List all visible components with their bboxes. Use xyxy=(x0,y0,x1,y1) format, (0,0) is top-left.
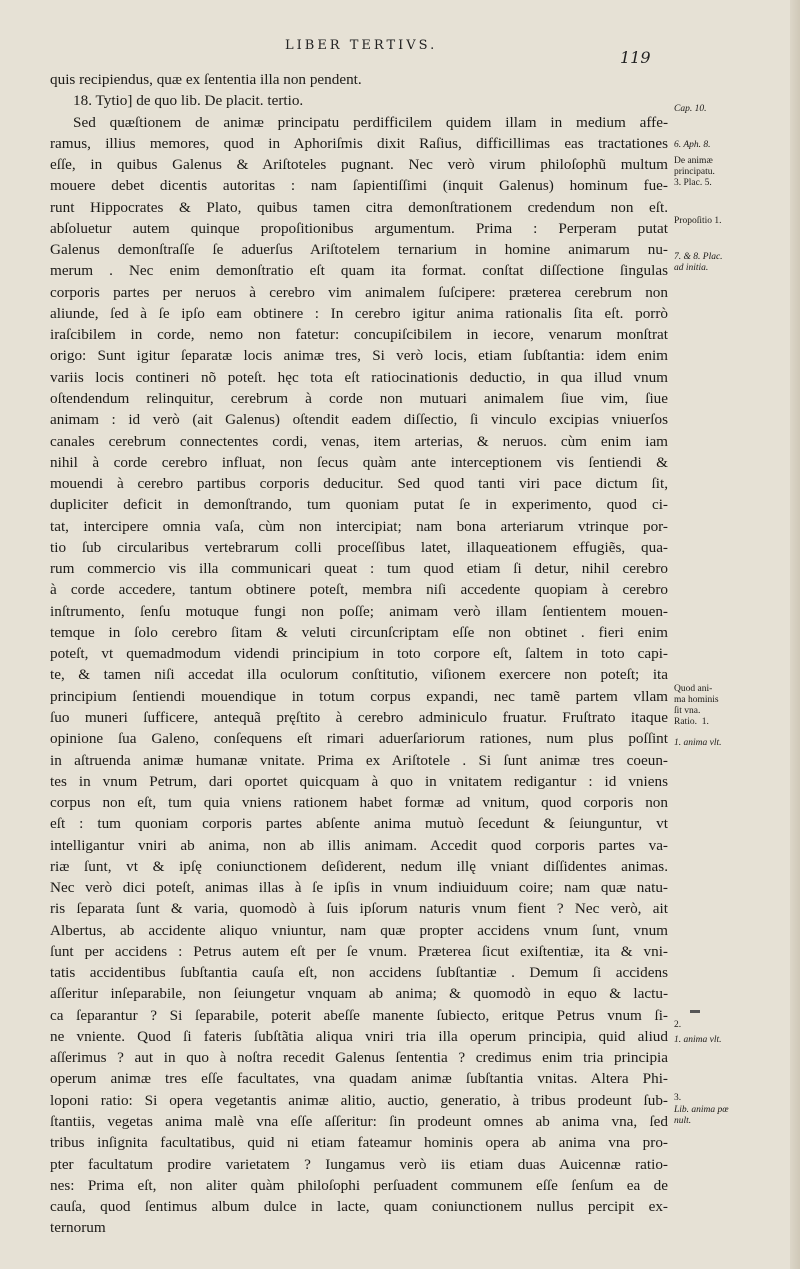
running-head: LIBER TERTIVS. xyxy=(285,38,438,53)
text-line: mouere debet dicentis autoritas : nam ſapientiſſimi (inquit Galenus) hominum fue- xyxy=(50,177,668,195)
text-line: quis recipiendus, quæ ex ſententia illa non pendent. xyxy=(50,71,362,88)
text-line: abſoluetur autem quinque propoſitionibus argumentum. Prima : Perperam putat xyxy=(50,219,668,237)
marginal-note: De animæ principatu. 3. Plac. 5. xyxy=(674,156,715,188)
text-line: corpus non eſt, tum quia vniens rationem habet formæ ad vnitum, quod corporis non xyxy=(50,794,668,812)
marginal-note: Cap. 10. xyxy=(674,104,707,114)
text-line: tio ſub circularibus vertebrarum colli proceſſibus latet, illaqueationem effugiẽs, qua- xyxy=(50,538,668,556)
text-line: iraſcibilem in corde, nemo non fatetur: concupiſcibilem in iecore, venarum monſtrat xyxy=(50,326,668,344)
marginal-note: 1. anima vlt. xyxy=(674,738,722,748)
text-line: ſtantiis, vegetas anima malè vna eſſe aſſeritur: ſin prodeunt omnes ab anima vna, ſed xyxy=(50,1113,668,1131)
text-line: in aſtruenda animæ humanæ vnitate. Prima ex Ariſtotele . Si ſunt animæ tres coeun- xyxy=(50,751,668,769)
text-line: ris ſeparata ſunt & varia, quomodò à ſuis ipſorum naturis vnum fient ? Nec verò, ait xyxy=(50,900,668,918)
text-line: mouendi à cerebro partibus corporis deducitur. Sed quod tanti viri pace dictum ſit, xyxy=(50,475,668,493)
text-line: origo: Sunt igitur ſeparatæ locis animæ tres, Si verò locis, etiam ſubſtantia: idem enim xyxy=(50,347,668,365)
text-line: à corde accedere, tantum obtinere poteſt, membra niſi accedente quopiam à cerebro xyxy=(50,581,668,599)
margin-dash-mark xyxy=(690,1010,700,1013)
marginal-note: 7. & 8. Plac. ad initia. xyxy=(674,252,723,273)
text-line: eſt : tum quoniam corporis partes abſente anima mutuò ſecedunt & ſeiunguntur, vt xyxy=(50,815,668,833)
text-line: loponi ratio: Si opera vegetantis animæ alitio, auctio, generatio, à tribus prodeunt ſub- xyxy=(50,1091,668,1109)
text-line: tatis accidentibus ſubſtantia cauſa eſt, non accidens ſubſtantiæ . Demum ſi accidens xyxy=(50,964,668,982)
text-line: corporis partes per neruos à cerebro vim animalem ſuſcipere: præterea cerebrum non xyxy=(50,283,668,301)
text-line: canales cerebrum connectentes cordi, venas, item arterias, & neruos. cùm enim iam xyxy=(50,432,668,450)
text-line: temque in ſolo cerebro ſitam & veluti circunſcriptam eſſe non obtinet . fieri enim xyxy=(50,623,668,641)
marginal-note: 6. Aph. 8. xyxy=(674,140,711,150)
text-line: aſſerimus ? aut in quo à noſtra recedit Galenus ſententia ? credimus enim tria principia xyxy=(50,1049,668,1067)
marginal-note: Propoſitio 1. xyxy=(674,216,722,226)
text-line: operum animæ tres eſſe facultates, vna quadam animæ ſubſtantia vnitas. Altera Phi- xyxy=(50,1070,668,1088)
marginal-note: Quod ani- ma hominis ſit vna. Ratio. 1. xyxy=(674,684,719,727)
text-line: pter facultatum prodire varietatem ? Iungamus verò iis etiam duas Auicennæ ratio- xyxy=(50,1155,668,1173)
text-line: Galenus demonſtraſſe ſe aduerſus Ariſtotelem ternarium in homine animarum nu- xyxy=(50,241,668,259)
text-line: ne vniente. Quod ſi fateris ſubſtãtia aliqua vniri tria illa operum principia, quid aliud xyxy=(50,1027,668,1045)
text-line: nihil à corde cerebro influat, non ſecus quàm ante interceptionem vis ſentiendi & xyxy=(50,453,668,471)
text-line: opinione ſua Galeno, conſequens eſt rimari aduerſariorum rationes, num plus poſſint xyxy=(50,730,668,748)
marginal-note: 2. xyxy=(674,1020,682,1030)
text-line: dupliciter deficit in demonſtrando, tum quoniam putat ſe in experimento, quod ci- xyxy=(50,496,668,514)
text-line: eſſe, in quibus Galenus & Ariſtoteles pugnant. Nec verò virum philoſophũ multum xyxy=(50,156,668,174)
page-edge xyxy=(790,0,800,1269)
text-line: Albertus, ab accidente aliquo vniuntur, nam quæ propter accidens vnum ſunt, vnum xyxy=(50,921,668,939)
text-line: ramus, illius memores, quod in Aphoriſmis dixit Raſius, difficillimas eas tractationes xyxy=(50,134,668,152)
text-line: ſuo muneri ſufficere, antequã pręſtito à cerebro adminiculo fruatur. Fruſtrato itaque xyxy=(50,708,668,726)
body-text xyxy=(50,69,668,1260)
text-line: ca ſeparantur ? Si ſeparabile, poterit abeſſe manente ſubiecto, eritque Petrus vnum ſi- xyxy=(50,1006,668,1024)
text-line: merum . Nec enim demonſtratio eſt quam ita format. conſtat diſſectione ſingulas xyxy=(50,262,668,280)
text-line: riæ ſunt, vt & ipſę coniunctionem deſiderent, nedum illę vniant diſſidentes animas. xyxy=(50,857,668,875)
text-line: poteſt, vt quemadmodum videndi principium in toto corpore eſt, ſaltem in toto capi- xyxy=(50,645,668,663)
text-line: 18. Tytio] de quo lib. De placit. tertio. xyxy=(73,92,304,110)
marginal-note: Lib. anima pœ nult. xyxy=(674,1105,729,1126)
text-line: intelligantur vniri ab anima, non ab illis animam. Accedit quod corporis partes va- xyxy=(50,836,668,854)
text-line: animam : id verò (ait Galenus) oſtendit eadem diſſectio, ſi vinculo excipias vniuerſos xyxy=(50,411,668,429)
text-line: oſtendendum relinquitur, cerebrum à corde non mutuari animalem ſiue vim, ſiue xyxy=(50,389,668,407)
text-line: nes: Prima eſt, non aliter quàm philoſophi perſuadent communem eſſe ſenſum ea de xyxy=(50,1176,668,1194)
catchword xyxy=(50,1239,668,1260)
folio-number: 119 xyxy=(620,48,651,67)
marginal-note: 3. xyxy=(674,1093,682,1103)
text-line: runt Hippocrates & Plato, quibus tamen citra demonſtrationem credendum non eſt. xyxy=(50,198,668,216)
text-line: tribus inſignita facultatibus, quid ni etiam fateamur hominis opera ab anima vna pro- xyxy=(50,1134,668,1152)
text-line: rum commercio vis illa communicari queat : tum quod etiam ſi detur, nihil cerebro xyxy=(50,560,668,578)
text-line: tat, intercipere omnia vaſa, cùm non intercipiat; nam bona arteriarum vtrinque por- xyxy=(50,517,668,535)
text-line: aliunde, ſed à ſe ipſo eam obtinere : In cerebro igitur anima rationalis ſita eſt. porrò xyxy=(50,304,668,322)
text-line: aſſeritur inſeparabile, non ſeiungetur vnquam ab anima; & quomodò in equo & lactu- xyxy=(50,985,668,1003)
text-line: Sed quæſtionem de animæ principatu perdifficilem quidem illam in medium affe- xyxy=(73,113,668,131)
text-line: inſtrumento, ſenſu motuque fungi non poſſe; animam verò illam ſentientem mouen- xyxy=(50,602,668,620)
text-line: te, & tamen niſi accedat illa oculorum conſtitutio, viſionem exercere non poteſt; ita xyxy=(50,666,668,684)
text-line: cauſa, quod ſentimus album dulce in lacte, quam coniunctionem nullus percipit ex- xyxy=(50,1198,668,1216)
text-line: variis locis contineri nõ poteſt. hęc tota eſt ratiocinationis deductio, in qua illud vnum xyxy=(50,368,668,386)
text-line: tes in vnum Petrum, dari oportet quicquam à quo in vnitatem redigantur : id vniens xyxy=(50,772,668,790)
marginal-note: 1. anima vlt. xyxy=(674,1035,722,1045)
text-line: ternorum xyxy=(50,1219,106,1237)
text-line: principium ſentiendi mouendique in totum corpus expandi, nec tamẽ partem vllam xyxy=(50,687,668,705)
text-line: Nec verò dici poteſt, animas illas à ſe ipſis in vnum indiuiduum coire; nam quæ natu- xyxy=(50,879,668,897)
text-line: ſunt per accidens : Petrus autem eſt per ſe vnum. Præterea ſicut exiſtentiæ, ita & vni- xyxy=(50,942,668,960)
